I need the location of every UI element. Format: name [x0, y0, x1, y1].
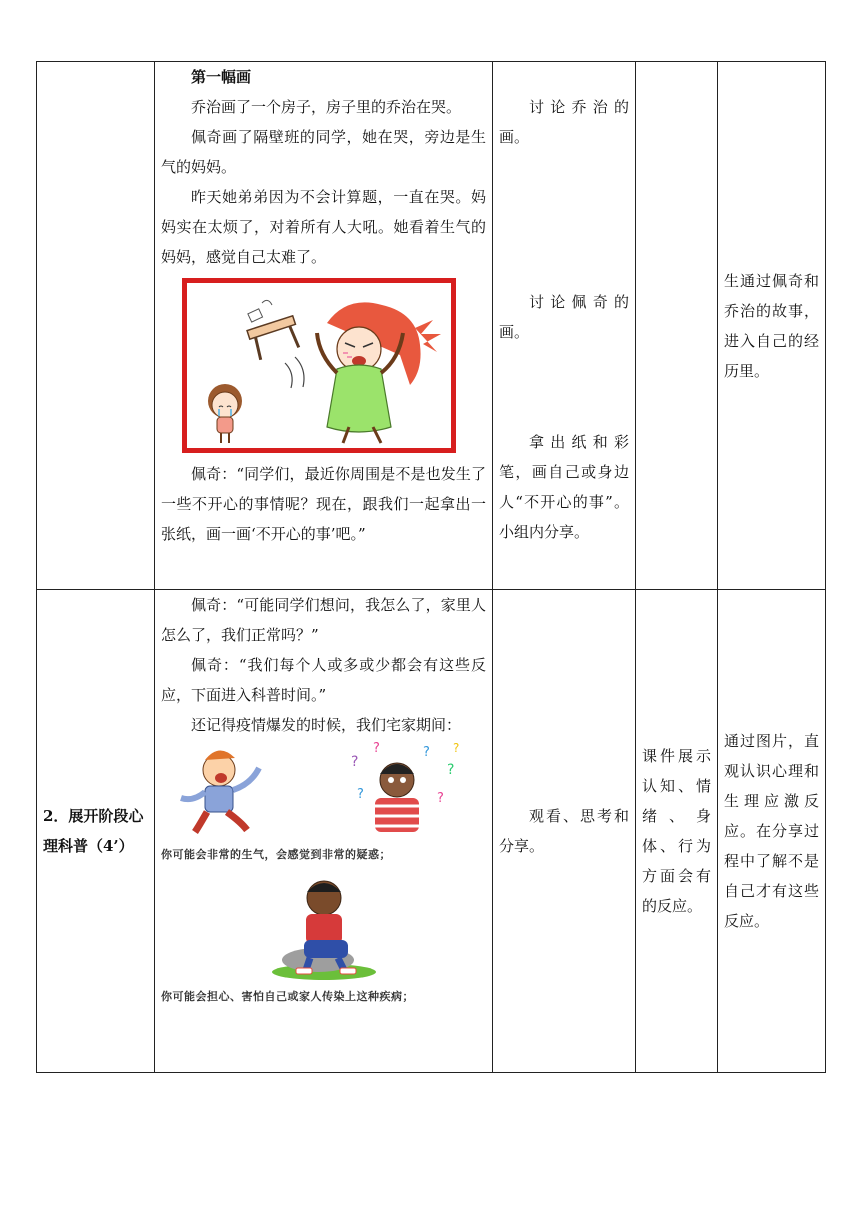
teaching-process-cell [155, 590, 493, 1073]
illustration-caption: 你可能会非常的生气，会感觉到非常的疑惑； [161, 848, 391, 861]
svg-text:?: ? [373, 741, 380, 756]
worried-boy-illustration [266, 872, 486, 982]
stage-label: 2．展开阶段心理科普（4’） [43, 807, 144, 855]
table-row [37, 590, 826, 1073]
lesson-plan-table [36, 61, 826, 1073]
paragraph: 佩奇画了隔壁班的同学，她在哭，旁边是生气的妈妈。 [161, 128, 486, 176]
paragraph: 佩奇：“可能同学们想问，我怎么了，家里人怎么了，我们正常吗？” [161, 596, 486, 644]
activity-item: 讨论乔治的画。 [499, 98, 629, 146]
stage-cell [37, 62, 155, 590]
stage-cell [37, 590, 155, 1073]
illustration-caption: 你可能会担心、害怕自己或家人传染上这种疾病； [161, 990, 414, 1003]
activity-item: 讨论佩奇的画。 [499, 293, 629, 341]
paragraph: 佩奇：“我们每个人或多或少都会有这些反应，下面进入科普时间。” [161, 656, 486, 704]
design-intent-cell: 通过图片，直观认识心理和生理应激反应。在分享过程中了解不是自己才有这些反应。 [718, 590, 826, 1073]
media-cell [636, 62, 718, 590]
paragraph: 还记得疫情爆发的时候，我们宅家期间： [191, 716, 462, 734]
svg-text:?: ? [357, 787, 364, 802]
svg-text:?: ? [453, 741, 460, 755]
angry-and-confused-illustration [161, 740, 486, 840]
paragraph: 佩奇：“同学们，最近你周围是不是也发生了一些不开心的事情呢？现在，跟我们一起拿出一张纸，画一画‘不开心的事’吧。” [161, 465, 486, 543]
table-row [37, 62, 826, 590]
paragraph: 乔治画了一个房子，房子里的乔治在哭。 [191, 98, 462, 116]
teaching-process-cell [155, 62, 493, 590]
activity-item: 拿出纸和彩笔，画自己或身边人“不开心的事”。小组内分享。 [499, 433, 629, 541]
angry-mother-illustration [182, 278, 456, 453]
section-heading: 第一幅画 [191, 68, 252, 86]
paragraph: 昨天她弟弟因为不会计算题，一直在哭。妈妈实在太烦了，对着所有人大吼。她看着生气的妈妈，感觉自己太难了。 [161, 188, 486, 266]
svg-text:?: ? [447, 762, 455, 778]
student-activity-cell [493, 62, 636, 590]
student-activity-cell [493, 590, 636, 1073]
design-intent-cell: 生通过佩奇和乔治的故事，进入自己的经历里。 [718, 62, 826, 590]
svg-text:?: ? [437, 791, 444, 806]
activity-item: 观看、思考和分享。 [499, 807, 629, 855]
svg-text:?: ? [423, 745, 430, 760]
media-cell: 课件展示认知、情绪、身体、行为方面会有的反应。 [636, 590, 718, 1073]
svg-text:?: ? [351, 754, 359, 770]
